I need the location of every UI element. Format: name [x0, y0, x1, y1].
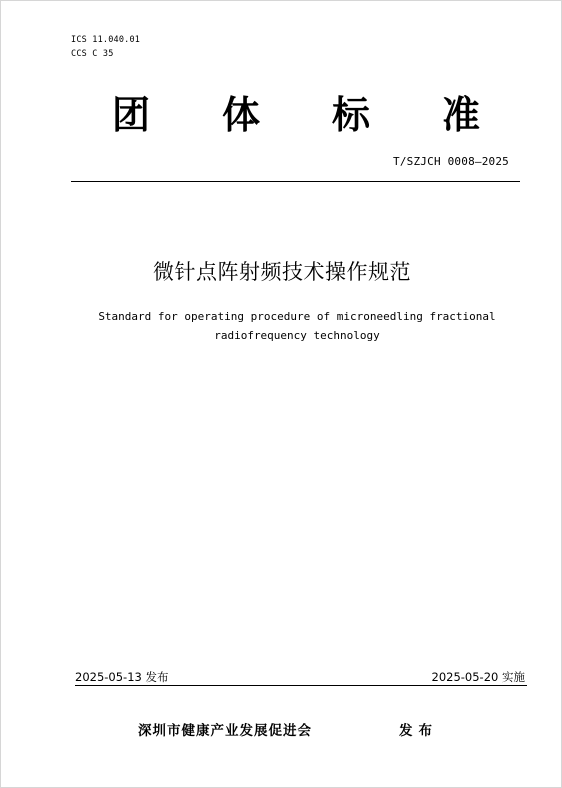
classification-codes	[71, 33, 140, 61]
issuer-name: 深圳市健康产业发展促进会	[138, 723, 312, 739]
title-english-line-1: Standard for operating procedure of microneedling fractional	[98, 310, 496, 323]
publish-date: 2025-05-13 发布	[75, 670, 169, 684]
header-divider	[71, 181, 520, 182]
standard-number: T/SZJCH 0008—2025	[393, 155, 509, 168]
issuer-action: 发布	[399, 723, 438, 739]
ics-code: ICS 11.040.01	[71, 35, 141, 45]
implement-date: 2025-05-20 实施	[431, 670, 525, 684]
title-english-line-2: radiofrequency technology	[214, 329, 380, 342]
doc-type-char-1: 团	[111, 92, 150, 137]
doc-type-char-3: 标	[331, 92, 370, 137]
footer-divider	[75, 685, 527, 686]
document-type-heading	[101, 91, 491, 139]
title-chinese: 微针点阵射频技术操作规范	[153, 260, 411, 284]
doc-type-char-4: 准	[441, 92, 480, 137]
doc-type-char-2: 体	[221, 92, 260, 137]
title-english	[1, 307, 562, 345]
ccs-code: CCS C 35	[71, 49, 114, 59]
